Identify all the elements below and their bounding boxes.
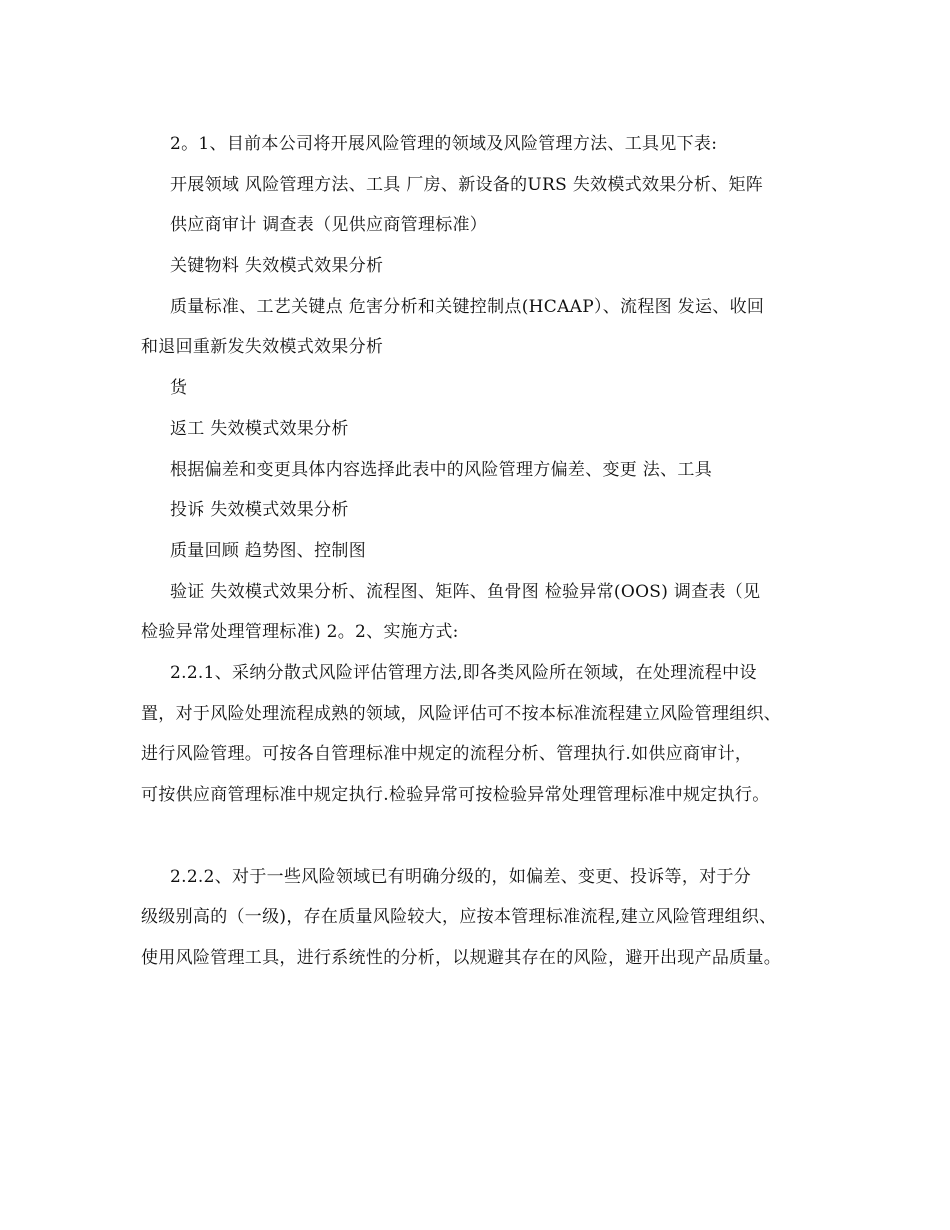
table-row-rework: 返工 失效模式效果分析 [170,419,349,439]
table-row-quality-review: 质量回顾 趋势图、控制图 [170,541,367,561]
table-row-complaint: 投诉 失效模式效果分析 [170,500,349,520]
paragraph-2-2-2-line-3: 使用风险管理工具，进行系统性的分析，以规避其存在的风险，避开出现产品质量。 [141,948,782,968]
table-row-goods: 货 [170,378,188,398]
paragraph-2-2-1-line-3: 进行风险管理。可按各自管理标准中规定的流程分析、管理执行.如供应商审计， [141,744,753,764]
section-2-1-heading: 2。1、目前本公司将开展风险管理的领域及风险管理方法、工具见下表: [170,134,718,154]
table-row-supplier-audit: 供应商审计 调查表（见供应商管理标准） [170,215,488,235]
paragraph-2-2-1-line-2: 置，对于风险处理流程成熟的领域，风险评估可不按本标准流程建立风险管理组织、 [141,704,782,724]
paragraph-2-2-1-line-1: 2.2.1、采纳分散式风险评估管理方法,即各类风险所在领域，在处理流程中设 [170,663,757,683]
paragraph-2-2-2-line-2: 级级别高的（一级)，存在质量风险较大，应按本管理标准流程,建立风险管理组织、 [141,907,777,927]
table-row-deviation-change: 根据偏差和变更具体内容选择此表中的风险管理方偏差、变更 法、工具 [170,460,713,480]
table-row-validation: 验证 失效模式效果分析、流程图、矩阵、鱼骨图 检验异常(OOS) 调查表（见 [170,582,761,602]
paragraph-2-2-2-line-1: 2.2.2、对于一些风险领域已有明确分级的，如偏差、变更、投诉等，对于分 [170,867,752,887]
table-header-line: 开展领域 风险管理方法、工具 厂房、新设备的URS 失效模式效果分析、矩阵 [170,175,764,195]
table-row-quality-standard: 质量标准、工艺关键点 危害分析和关键控制点(HCAAP）、流程图 发运、收回 [170,297,765,317]
section-2-2-heading: 检验异常处理管理标准) 2。2、实施方式: [141,622,459,642]
paragraph-2-2-1-line-4: 可按供应商管理标准中规定执行.检验异常可按检验异常处理管理标准中规定执行。 [141,785,770,805]
table-row-quality-standard-cont: 和退回重新发失效模式效果分析 [141,337,384,357]
table-row-key-materials: 关键物料 失效模式效果分析 [170,256,384,276]
